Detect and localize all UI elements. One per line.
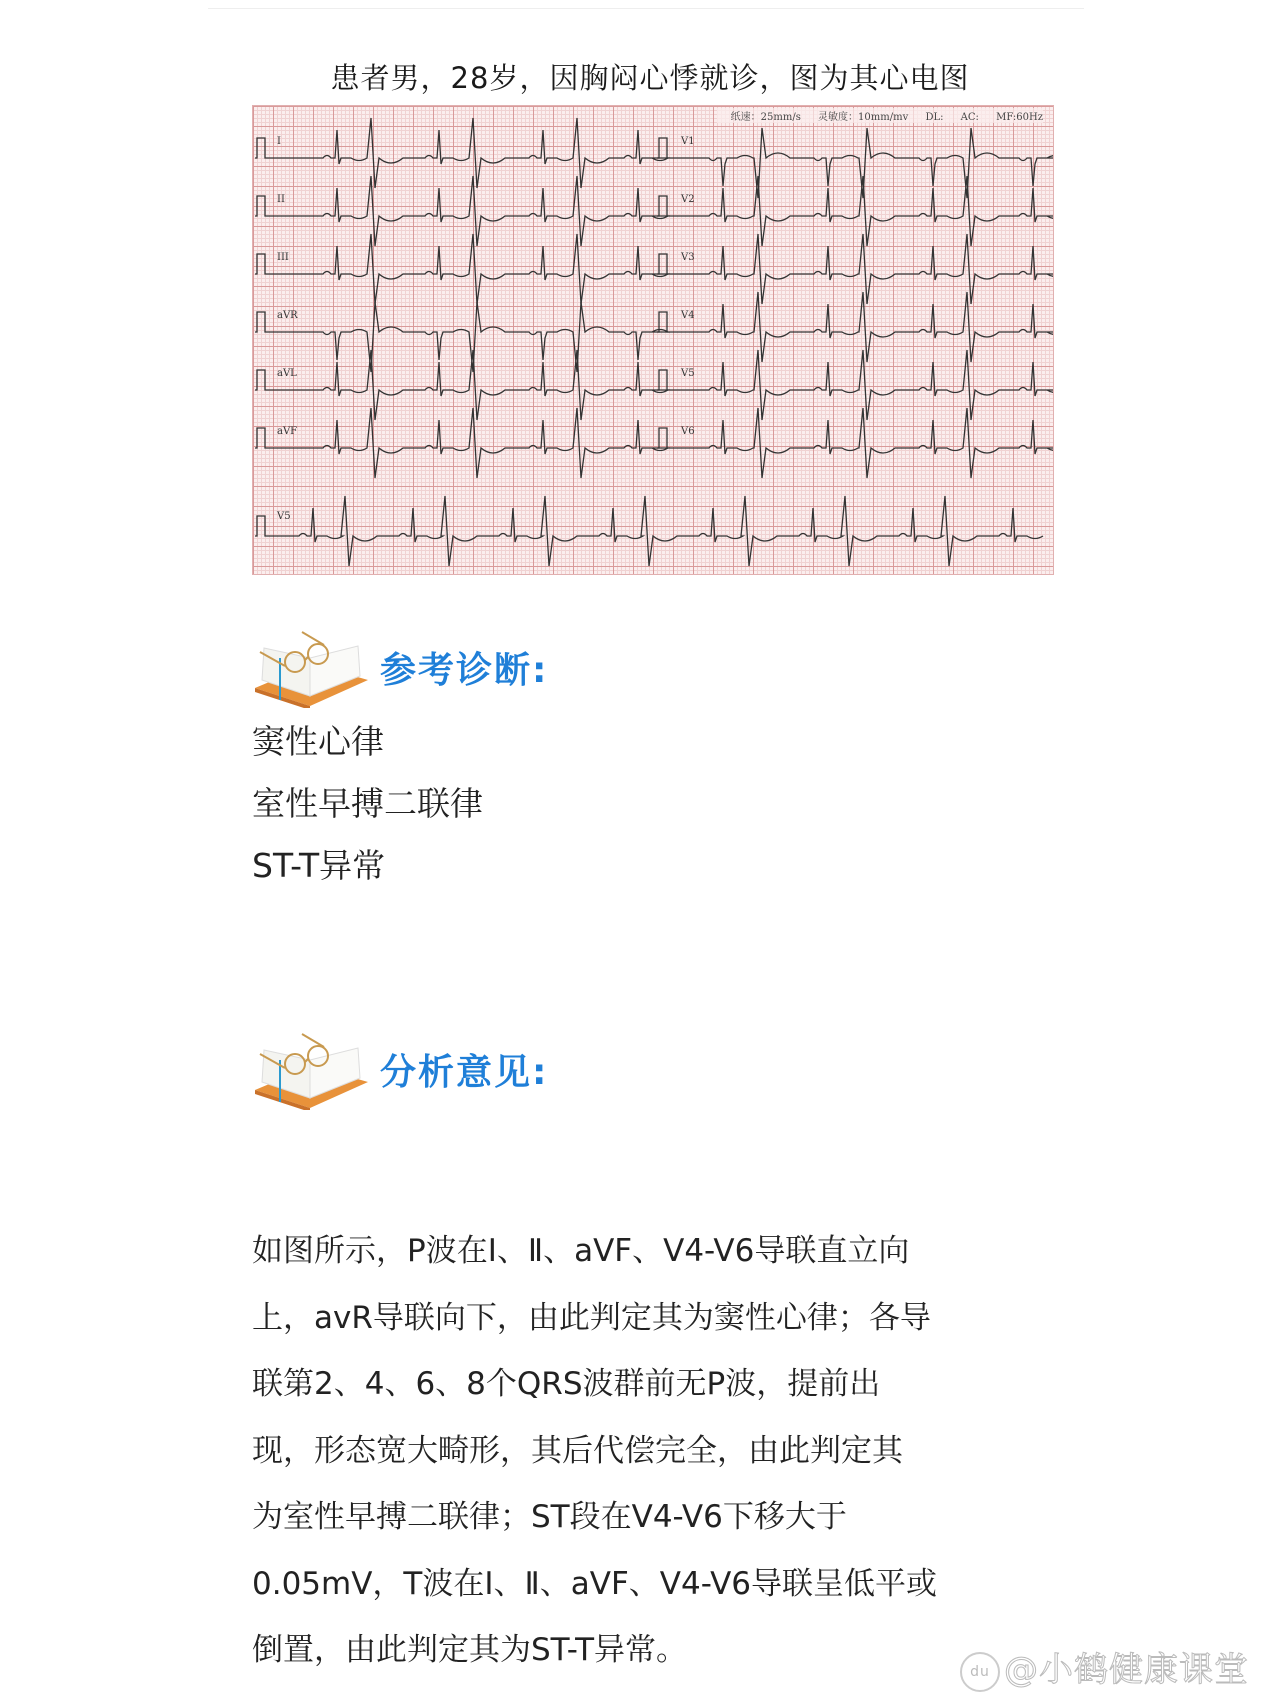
- lead-label-v2: V2: [681, 194, 695, 205]
- analysis-line: 为室性早搏二联律；ST段在V4-V6下移大于: [252, 1499, 847, 1535]
- analysis-paragraph: [252, 1218, 1052, 1684]
- lead-label-avl: aVL: [277, 368, 297, 379]
- analysis-heading: 分析意见:: [380, 1052, 549, 1093]
- paper-speed: 纸速：25mm/s: [730, 112, 801, 123]
- ecg-traces: [253, 106, 1053, 574]
- book-with-glasses-icon: [250, 1030, 370, 1110]
- diagnosis-item: 窦性心律: [252, 722, 384, 761]
- lead-label-ii: II: [277, 194, 285, 205]
- mf-filter: MF:60Hz: [996, 112, 1043, 123]
- analysis-line: 上，avR导联向下，由此判定其为窦性心律；各导: [252, 1299, 931, 1336]
- diagnosis-heading: 参考诊断:: [380, 650, 549, 691]
- lead-label-avr: aVR: [277, 310, 298, 321]
- top-divider: [208, 8, 1084, 9]
- watermark: [960, 1642, 1249, 1692]
- lead-label-avf: aVF: [277, 426, 298, 437]
- watermark-text: @小鹤健康课堂: [1004, 1650, 1249, 1690]
- lead-label-v5-rhythm: V5: [277, 511, 291, 522]
- lead-label-v6: V6: [681, 426, 695, 437]
- ecg-settings-header: [717, 108, 1043, 123]
- baidu-paw-icon: du: [960, 1652, 1000, 1692]
- analysis-line: 现，形态宽大畸形，其后代偿完全，由此判定其: [252, 1432, 903, 1469]
- analysis-line: 联第2、4、6、8个QRS波群前无P波，提前出: [252, 1366, 881, 1402]
- lead-label-v4: V4: [681, 310, 695, 321]
- lead-label-v1: V1: [681, 136, 695, 147]
- ecg-title: 患者男，28岁，因胸闷心悸就诊，图为其心电图: [330, 61, 970, 95]
- book-with-glasses-icon: [250, 628, 370, 708]
- analysis-section-header: [250, 1030, 750, 1110]
- sensitivity: 灵敏度：10mm/mv: [818, 112, 909, 123]
- ac-filter: AC:: [960, 112, 979, 123]
- dl-filter: DL:: [925, 112, 944, 123]
- ecg-image: [252, 105, 1054, 575]
- analysis-line: 如图所示，P波在Ⅰ、Ⅱ、aVF、V4-V6导联直立向: [252, 1233, 910, 1269]
- lead-label-v5: V5: [681, 368, 695, 379]
- analysis-line: 倒置，由此判定其为ST-T异常。: [252, 1632, 688, 1668]
- lead-label-v3: V3: [681, 252, 695, 263]
- analysis-line: 0.05mV，T波在Ⅰ、Ⅱ、aVF、V4-V6导联呈低平或: [252, 1565, 938, 1602]
- lead-label-i: I: [277, 136, 281, 147]
- diagnosis-item: ST-T异常: [252, 846, 386, 885]
- diagnosis-item: 室性早搏二联律: [252, 784, 483, 823]
- diagnosis-section-header: [250, 628, 750, 708]
- lead-label-iii: III: [277, 252, 289, 263]
